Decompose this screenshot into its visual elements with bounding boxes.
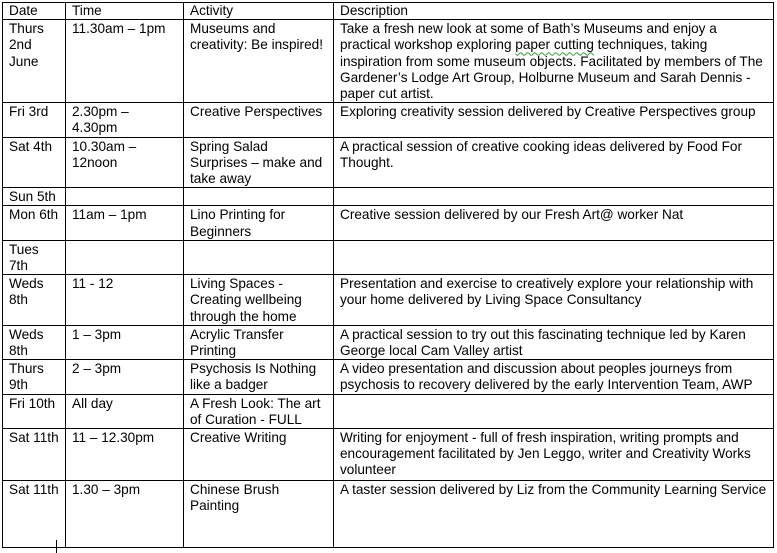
table-row [3,188,774,206]
description-cell [334,20,774,103]
activity-cell: A Fresh Look: The art of Curation - FULL [184,394,334,428]
table-row [3,206,774,240]
date-cell: Fri 3rd [3,103,66,137]
time-cell: 11 - 12 [66,275,184,326]
table-row [3,429,774,481]
activity-cell: Acrylic Transfer Printing [184,325,334,359]
time-cell: 2.30pm – 4.30pm [66,103,184,137]
description-cell: A practical session to try out this fascinating technique led by Karen George local Cam Valley artist [334,325,774,359]
activity-cell: Spring Salad Surprises – make and take away [184,137,334,188]
activity-cell: Creative Writing [184,429,334,481]
description-cell: A video presentation and discussion about peoples journeys from psychosis to recovery delivered by the early Intervention Team, AWP [334,360,774,394]
date-cell: Thurs 9th [3,360,66,394]
description-cell [334,394,774,428]
table-row [3,240,774,274]
time-cell: 11am – 1pm [66,206,184,240]
date-cell: Sun 5th [3,188,66,206]
table-row [3,325,774,359]
schedule-table [2,2,774,548]
activity-cell [184,240,334,274]
header-date: Date [3,3,66,20]
time-cell: All day [66,394,184,428]
date-cell: Thurs 2nd June [3,20,66,103]
description-cell [334,240,774,274]
time-cell [66,240,184,274]
time-cell: 10.30am – 12noon [66,137,184,188]
time-cell: 2 – 3pm [66,360,184,394]
description-cell: Writing for enjoyment - full of fresh inspiration, writing prompts and encouragement facilitated by Jen Leggo, writer and Creativity Works volunteer [334,429,774,481]
date-cell: Sat 11th [3,429,66,481]
header-row [3,3,774,20]
date-cell: Fri 10th [3,394,66,428]
description-text: Take a fresh new look at some of Bath’s Museums and enjoy a practical workshop exploring [340,21,717,53]
activity-cell [184,188,334,206]
activity-cell: Creative Perspectives [184,103,334,137]
header-description: Description [334,3,774,20]
page-edge-mark [56,540,57,553]
table-row [3,360,774,394]
description-cell [334,188,774,206]
activity-cell: Living Spaces - Creating wellbeing through the home [184,275,334,326]
table-row [3,394,774,428]
table-row [3,20,774,103]
header-activity: Activity [184,3,334,20]
header-time: Time [66,3,184,20]
time-cell [66,188,184,206]
activity-cell: Psychosis Is Nothing like a badger [184,360,334,394]
date-cell: Sat 4th [3,137,66,188]
date-cell: Sat 11th [3,481,66,548]
date-cell: Weds 8th [3,275,66,326]
spellcheck-underlined-text: paper cutting [515,37,594,53]
date-cell: Tues 7th [3,240,66,274]
description-cell: A taster session delivered by Liz from the Community Learning Service [334,481,774,548]
description-cell: Exploring creativity session delivered by Creative Perspectives group [334,103,774,137]
time-cell: 11.30am – 1pm [66,20,184,103]
table-row [3,481,774,548]
time-cell: 11 – 12.30pm [66,429,184,481]
table-row [3,137,774,188]
time-cell: 1 – 3pm [66,325,184,359]
description-text: techniques, taking inspiration from some museum objects. Facilitated by members of The Gardener’s Lodge Art Group, Holburne Museum and Sarah Dennis -paper cut artist. [340,37,763,102]
table-row [3,275,774,326]
activity-cell: Lino Printing for Beginners [184,206,334,240]
table-row [3,103,774,137]
activity-cell: Museums and creativity: Be inspired! [184,20,334,103]
date-cell: Mon 6th [3,206,66,240]
time-cell: 1.30 – 3pm [66,481,184,548]
activity-cell: Chinese Brush Painting [184,481,334,548]
description-cell: A practical session of creative cooking ideas delivered by Food For Thought. [334,137,774,188]
description-cell: Presentation and exercise to creatively explore your relationship with your home delivered by Living Space Consultancy [334,275,774,326]
description-cell: Creative session delivered by our Fresh Art@ worker Nat [334,206,774,240]
date-cell: Weds 8th [3,325,66,359]
